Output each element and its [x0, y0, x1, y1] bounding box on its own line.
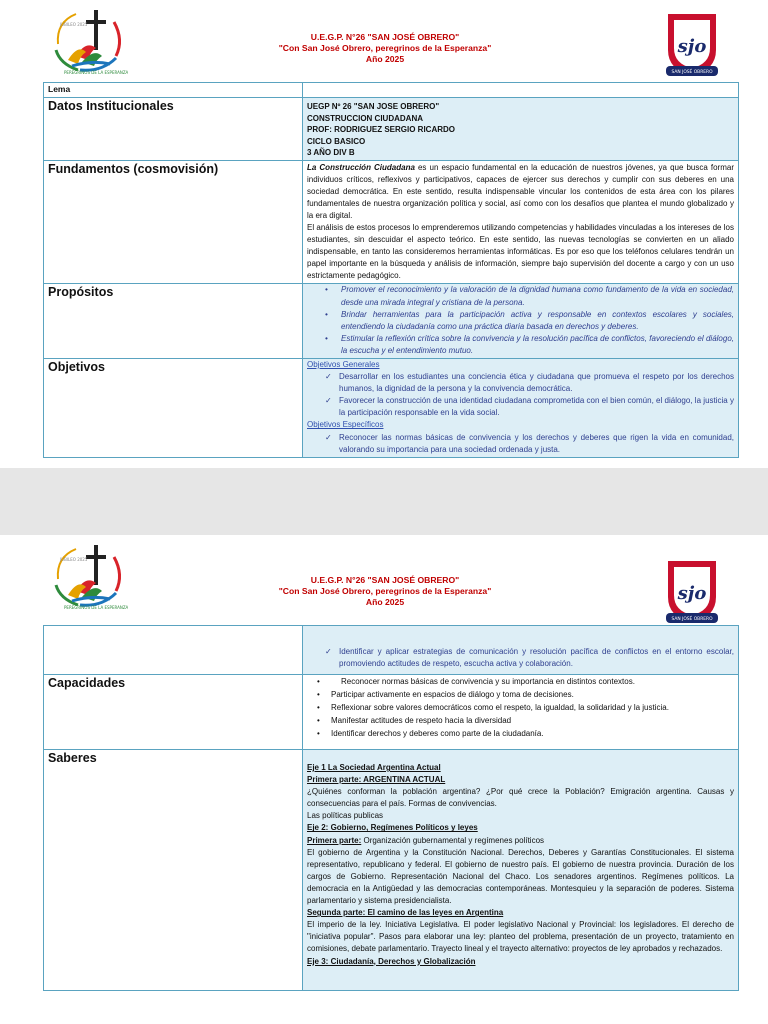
eje-title: Eje 2: Gobierno, Regímenes Políticos y leyes	[307, 823, 478, 833]
table-row	[44, 98, 739, 161]
school-crest	[664, 557, 720, 627]
school-year: Año 2025	[365, 597, 405, 607]
eje-part-text: Organización gubernamental y regímenes políticos	[361, 835, 545, 845]
datos-line: CONSTRUCCION CIUDADANA	[307, 113, 423, 123]
school-year: Año 2025	[365, 54, 405, 64]
saberes-value	[303, 750, 739, 991]
list-item: • Promover el reconocimiento y la valoración de la dignidad humana como fundamento de la vida en sociedad, desde una mirada integral y cristiana de la persona.	[307, 284, 734, 308]
svg-text:PEREGRINOS DE LA ESPERANZA: PEREGRINOS DE LA ESPERANZA	[64, 605, 128, 610]
document-page-1	[0, 0, 768, 468]
datos-line: 3 AÑO DIV B	[307, 148, 355, 157]
objetivos-generales-list	[307, 371, 734, 419]
document-page-2	[0, 535, 768, 1024]
svg-text:SAN JOSÉ OBRERO: SAN JOSÉ OBRERO	[671, 70, 713, 75]
datos-line: PROF: RODRIGUEZ SERGIO RICARDO	[307, 125, 456, 134]
objetivos-especificos-title[interactable]: Objetivos Específicos	[307, 420, 384, 430]
datos-label: Datos Institucionales	[44, 98, 303, 161]
eje-part-label: Primera parte:	[307, 835, 362, 845]
school-name: U.E.G.P. N°26 "SAN JOSÉ OBRERO"	[310, 575, 460, 585]
jubilee-logo	[46, 4, 128, 76]
objetivos-especificos-list	[307, 432, 734, 456]
plan-table-continued	[43, 625, 739, 991]
svg-text:sjo: sjo	[677, 583, 707, 604]
objetivos-generales-title[interactable]: Objetivos Generales	[307, 360, 380, 369]
eje-title: Eje 3: Ciudadanía, Derechos y Globalización	[307, 956, 476, 966]
list-item: • Reconocer normas básicas de convivencia y su importancia en distintos contextos.	[307, 675, 734, 688]
list-item: ✓ Reconocer las normas básicas de convivencia y los derechos y deberes que rigen la vida en comunidad, valorando su importancia para una sociedad ordenada y justa.	[307, 432, 734, 456]
list-item: • Identificar derechos y deberes como parte de la ciudadanía.	[307, 727, 734, 740]
table-row	[44, 160, 739, 284]
school-crest	[664, 10, 720, 80]
svg-text:JUBILEO 2025: JUBILEO 2025	[60, 557, 88, 562]
eje-text: El gobierno de Argentina y la Constitución Nacional. Derechos, Deberes y Garantías Constitucionales. El sistema representativo, republicano y federal. El gobierno de nuestro país. El gobierno de nuestra provincia. Duración de los cargos de Gobierno. Representación Nacional del Chaco. Los senadores argentinos. Regímenes políticos. La democracia en la Antigüedad y las democracias contemporáneas. Montesquieu y la separación de poderes. Sistema parlamentario y sistema presidencialista.	[307, 847, 734, 906]
header-text	[230, 575, 540, 608]
empty-label	[44, 626, 303, 675]
fundamentos-value	[303, 160, 739, 284]
eje-text: Las políticas publicas	[307, 811, 384, 821]
school-name: U.E.G.P. N°26 "SAN JOSÉ OBRERO"	[310, 32, 460, 42]
fundamentos-paragraph	[307, 162, 734, 222]
lema-label: Lema	[44, 83, 303, 98]
datos-value	[303, 98, 739, 161]
lema-value	[303, 83, 739, 98]
table-row	[44, 750, 739, 991]
list-item: ✓ Favorecer la construcción de una identidad ciudadana comprometida con el bien común, el diálogo, la justicia y la participación responsable en la vida social.	[307, 395, 734, 419]
school-motto: "Con San José Obrero, peregrinos de la Esperanza"	[278, 586, 492, 596]
list-item: • Participar activamente en espacios de diálogo y toma de decisiones.	[307, 688, 734, 701]
table-row	[44, 284, 739, 359]
plan-table	[43, 82, 739, 458]
eje-part	[307, 835, 734, 847]
eje-title: Eje 1 La Sociedad Argentina Actual	[307, 763, 441, 772]
fundamentos-lead: La Construcción Ciudadana	[307, 162, 415, 172]
svg-text:sjo: sjo	[677, 36, 707, 57]
list-item: ✓ Identificar y aplicar estrategias de comunicación y resolución pacífica de conflictos en el entorno escolar, promoviendo actitudes de respeto, escucha activa y colaboración.	[307, 646, 734, 670]
eje-text: El imperio de la ley. Iniciativa Legislativa. El poder legislativo Nacional y Provincial: los legisladores. El derecho de "iniciativa popular". Pasos para elaborar una ley: planteo del problema, presentación de un proyecto, tratamiento en comisiones, debate parlamentario. Trayecto lineal y el trayecto alternativo: proyectos de ley aprobados y rechazados.	[307, 920, 734, 954]
page-header	[0, 0, 768, 80]
datos-line: CICLO BASICO	[307, 136, 366, 146]
eje-part: Primera parte: ARGENTINA ACTUAL	[307, 775, 446, 785]
capacidades-label: Capacidades	[44, 675, 303, 750]
objetivos-value	[303, 359, 739, 458]
fundamentos-paragraph-2: El análisis de estos procesos lo emprenderemos utilizando competencias y habilidades vinculadas a los intereses de los estudiantes, sin descuidar el aspecto teórico. En este sentido, las nuevas tecnologías se convierten en un aliado indispensable, en tanto las consideremos herramientas informáticas. Es por eso que los teléfonos celulares tendrán un papel importante en la búsqueda y análisis de información, siempre bajo supervisión del docente a cargo y con un uso estrictamente pedagógico.	[307, 222, 734, 281]
propositos-list	[307, 284, 734, 357]
svg-text:JUBILEO 2025: JUBILEO 2025	[60, 22, 88, 27]
jubilee-logo	[46, 539, 128, 611]
header-text	[230, 32, 540, 65]
objetivos-label: Objetivos	[44, 359, 303, 458]
datos-line: UEGP Nº 26 "SAN JOSE OBRERO"	[307, 102, 440, 111]
table-row	[44, 626, 739, 675]
svg-text:PEREGRINOS DE LA ESPERANZA: PEREGRINOS DE LA ESPERANZA	[64, 70, 128, 75]
propositos-value	[303, 284, 739, 359]
continued-value	[303, 626, 739, 675]
table-row	[44, 359, 739, 458]
table-row	[44, 83, 739, 98]
saberes-label: Saberes	[44, 750, 303, 991]
list-item: • Manifestar actitudes de respeto hacia la diversidad	[307, 714, 734, 727]
capacidades-value	[303, 675, 739, 750]
objetivos-especificos-list	[307, 646, 734, 670]
eje-text: ¿Quiénes conforman la población argentina? ¿Por qué crece la Población? Emigración argentina. Causas y consecuencias para el país. Formas de convivencias.	[307, 787, 734, 809]
eje-part: Segunda parte: El camino de las leyes en Argentina	[307, 908, 504, 918]
fundamentos-label: Fundamentos (cosmovisión)	[44, 160, 303, 284]
page-header	[0, 535, 768, 622]
svg-text:SAN JOSÉ OBRERO: SAN JOSÉ OBRERO	[671, 617, 713, 622]
list-item: ✓ Desarrollar en los estudiantes una conciencia ética y ciudadana que promueva el respeto por los derechos humanos, la dignidad de la persona y la convivencia democrática.	[307, 371, 734, 395]
school-motto: "Con San José Obrero, peregrinos de la Esperanza"	[278, 43, 492, 53]
table-row	[44, 675, 739, 750]
capacidades-list	[307, 675, 734, 740]
fundamentos-text: es un espacio fundamental en la educación de nuestros jóvenes, ya que busca formar individuos críticos, reflexivos y participativos, capaces de ejercer sus derechos y cumplir con sus deberes en una sociedad democrática. En este sentido, resulta indispensable vincular los contenidos de esta área con los pilares fundamentales de nuestra organización política y social, así como con los desafíos que plantea el mundo globalizado y la era digital.	[307, 162, 734, 220]
list-item: • Reflexionar sobre valores democráticos como el respeto, la igualdad, la solidaridad y la justicia.	[307, 701, 734, 714]
list-item: • Estimular la reflexión crítica sobre la convivencia y la resolución pacífica de conflictos, favoreciendo el diálogo, la escucha y el entendimiento mutuo.	[307, 333, 734, 357]
propositos-label: Propósitos	[44, 284, 303, 359]
list-item: • Brindar herramientas para la participación activa y responsable en contextos escolares y sociales, entendiendo la ciudadanía como una práctica diaria basada en derechos y deberes.	[307, 309, 734, 333]
